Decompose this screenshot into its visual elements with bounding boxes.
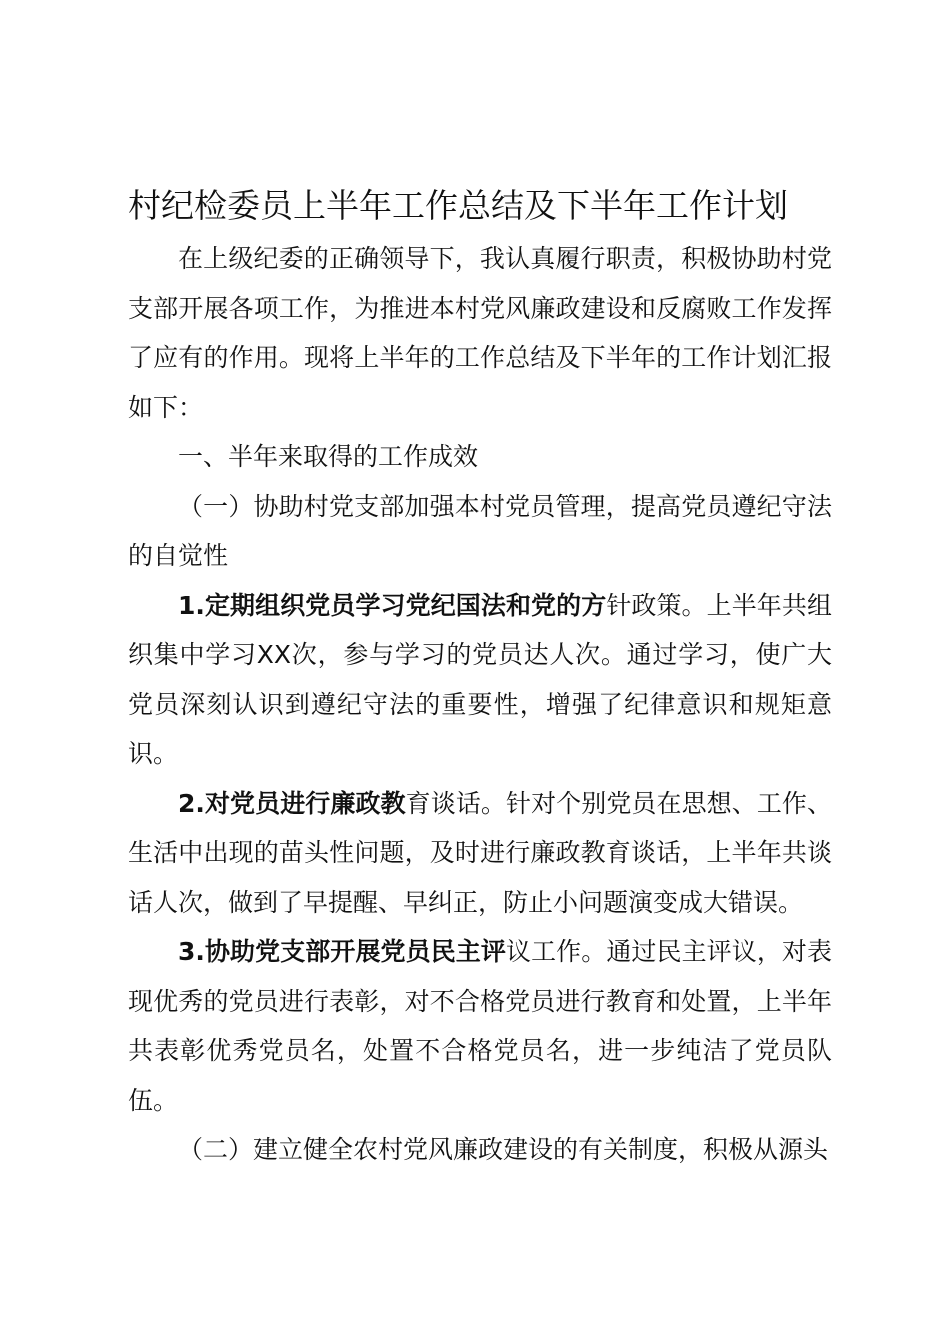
document-title: 村纪检委员上半年工作总结及下半年工作计划 [128, 186, 788, 225]
intro-paragraph: 在上级纪委的正确领导下，我认真履行职责，积极协助村党支部开展各项工作，为推进本村党风廉政建设和反腐败工作发挥了应有的作用。现将上半年的工作总结及下半年的工作计划汇报如下： [128, 244, 832, 422]
item-lead-evaluation: 3.协助党支部开展党员民主评 [178, 937, 506, 966]
item-paragraph-study [128, 581, 832, 779]
item-text-study: 针政策。上半年共组织集中学习XX次，参与学习的党员达人次。通过学习，使广大党员深刻认识到遵纪守法的重要性，增强了纪律意识和规矩意识。 [128, 590, 832, 768]
item-text-evaluation: 议工作。通过民主评议，对表现优秀的党员进行表彰，对不合格党员进行教育和处置，上半年共表彰优秀党员名，处置不合格党员名，进一步纯洁了党员队伍。 [128, 937, 832, 1115]
item-paragraph-talks [128, 779, 832, 928]
item-lead-study: 1.定期组织党员学习党纪国法和党的方 [178, 590, 607, 620]
item-text-talks: 育谈话。针对个别党员在思想、工作、生活中出现的苗头性问题，及时进行廉政教育谈话，上半年共谈话人次，做到了早提醒、早纠正，防止小问题演变成大错误。 [128, 788, 832, 917]
document-page [128, 178, 832, 1175]
item-lead-talks: 2.对党员进行廉政教 [178, 788, 406, 818]
section-heading-achievements: 一、半年来取得的工作成效 [178, 442, 479, 471]
subsection-heading-systems: （二）建立健全农村党风廉政建设的有关制度，积极从源头 [178, 1135, 829, 1164]
item-paragraph-evaluation [128, 927, 832, 1125]
subsection-heading-party-management: （一）协助村党支部加强本村党员管理，提高党员遵纪守法的自觉性 [128, 491, 832, 570]
